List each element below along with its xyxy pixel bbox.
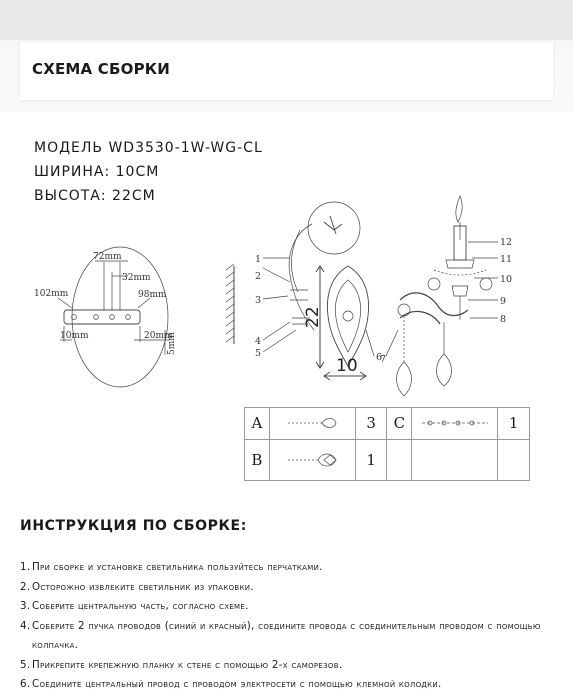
step-text: Соедините центральный провод с проводом электросети с помощью клемной колодки. [32, 678, 442, 690]
parts-row [245, 408, 530, 440]
dim-20: 20mm [144, 331, 173, 341]
callout-7: 7 [380, 354, 387, 365]
header-band [0, 0, 573, 112]
part-b-image [269, 439, 355, 480]
step-number: 5. [20, 658, 31, 671]
callout-6: 6 [376, 352, 383, 363]
instruction-step [20, 617, 565, 656]
header-box [20, 42, 553, 100]
instruction-step [20, 597, 565, 617]
step-number: 6. [20, 678, 31, 690]
callout-2: 2 [255, 271, 262, 282]
mounting-plate-diagram [58, 247, 170, 387]
instruction-step [20, 656, 565, 676]
callout-8: 8 [500, 314, 507, 325]
step-text: Прикрепите крепежную планку к стене с помощью 2-х саморезов. [32, 658, 343, 671]
part-letter [387, 439, 412, 480]
step-text: При сборке и установке светильника пользуйтесь перчатками. [32, 561, 323, 573]
callout-3: 3 [255, 295, 262, 306]
part-letter: C [387, 408, 412, 440]
callout-11: 11 [500, 254, 513, 265]
step-number: 2. [20, 580, 31, 593]
instruction-step [20, 675, 565, 695]
part-a-image [269, 408, 355, 440]
parts-row [245, 439, 530, 480]
callout-9: 9 [500, 296, 507, 307]
step-number: 3. [20, 600, 31, 612]
part-empty [412, 439, 498, 480]
instruction-step [20, 558, 565, 578]
step-text: Осторожно извлеките светильник из упаковки. [32, 580, 254, 593]
part-qty: 1 [498, 408, 530, 440]
instruction-list [20, 558, 565, 695]
instruction-step [20, 578, 565, 598]
step-number: 1. [20, 561, 31, 573]
height-line: ВЫСОТА: 22СМ [34, 188, 156, 204]
wall-hatch [226, 264, 234, 344]
part-c-image [412, 408, 498, 440]
dim-5: 5mm [167, 332, 177, 355]
model-line: МОДЕЛЬ WD3530-1W-WG-CL [34, 140, 263, 156]
side-profile [263, 202, 360, 352]
callout-12: 12 [500, 237, 513, 248]
callout-10: 10 [500, 274, 513, 285]
callout-1: 1 [255, 254, 262, 265]
part-qty: 3 [355, 408, 387, 440]
step-text: Соберите 2 пучка проводов (синий и красный), соедините провода с соединительным проводом с помощью колпачка. [32, 619, 541, 651]
assembly-drawing [0, 190, 573, 400]
part-letter: B [245, 439, 270, 480]
sconce-illustration [386, 196, 498, 396]
step-text: Соберите центральную часть, согласно схеме. [32, 600, 249, 612]
part-qty [498, 439, 530, 480]
page-title: СХЕМА СБОРКИ [32, 60, 170, 78]
dim-10: 10mm [60, 331, 89, 341]
part-qty: 1 [355, 439, 387, 480]
step-number: 4. [20, 619, 31, 632]
part-letter: A [245, 408, 270, 440]
front-height-dim: 22 [303, 306, 323, 328]
width-line: ШИРИНА: 10СМ [34, 164, 160, 180]
dim-102: 102mm [34, 289, 69, 299]
instructions-title: ИНСТРУКЦИЯ ПО СБОРКЕ: [20, 518, 247, 534]
front-width-dim: 10 [336, 356, 358, 376]
callout-4: 4 [255, 336, 262, 347]
dim-98: 98mm [138, 290, 167, 300]
dim-32: 32mm [122, 273, 151, 283]
callout-5: 5 [255, 348, 262, 359]
dim-72: 72mm [93, 252, 122, 262]
parts-table [244, 407, 530, 481]
